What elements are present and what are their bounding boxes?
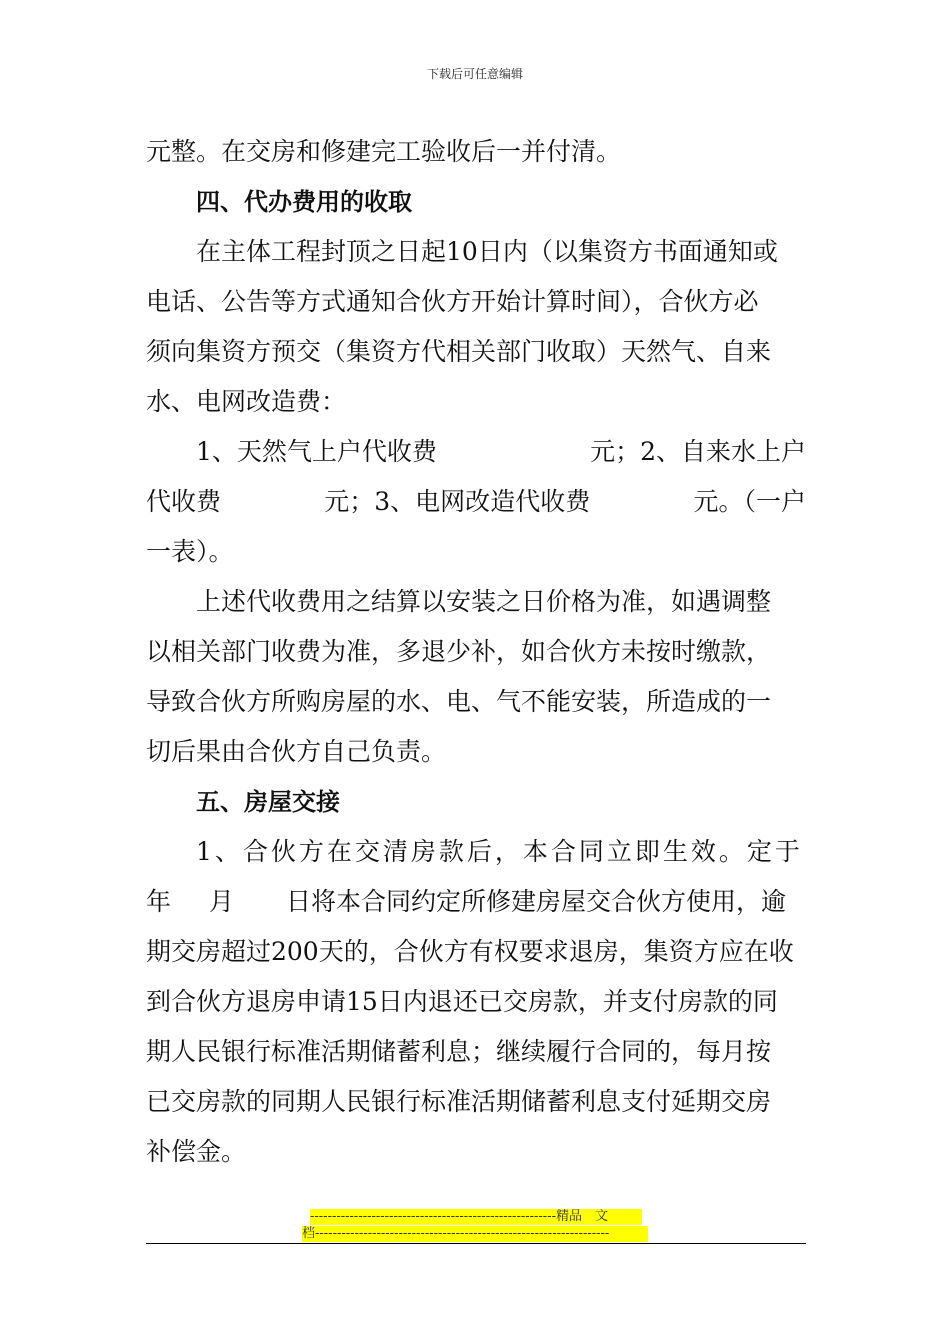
fee-label-collect: 代收费: [146, 487, 222, 516]
paragraph-line: [146, 284, 806, 320]
section-heading-5: 五、房屋交接: [196, 788, 340, 816]
fee-label-water: 元；2、自来水上户: [590, 437, 806, 466]
paragraph-line: [146, 334, 806, 370]
paragraph-line: [196, 234, 806, 270]
section-heading-4: 四、代办费用的收取: [196, 188, 412, 216]
paragraph-line: 切后果由合伙方自己负责。: [146, 737, 447, 766]
paragraph-line: [146, 1084, 806, 1120]
date-year-label: 年: [146, 887, 172, 916]
line-text: 到合伙方退房申请15日内退还已交房款，并支付房款的同: [146, 987, 778, 1016]
fee-line-1: [196, 434, 806, 470]
date-day-text: 日将本合同约定所修建房屋交合伙方使用，逾: [286, 887, 787, 916]
paragraph-line: 补偿金。: [146, 1137, 247, 1166]
paragraph-line: 元整。在交房和修建完工验收后一并付清。: [146, 137, 622, 166]
footer-rule: [146, 1243, 806, 1244]
paragraph-line: 水、电网改造费：: [146, 387, 347, 416]
header-note: 下载后可任意编辑: [426, 67, 523, 81]
line-text: 已交房款的同期人民银行标准活期储蓄利息支付延期交房: [146, 1087, 772, 1116]
paragraph-line: [196, 834, 806, 870]
line-text: 以相关部门收费为准，多退少补，如合伙方未按时缴款，: [146, 637, 772, 666]
paragraph-line: 一表）。: [146, 537, 234, 566]
fee-line-2: [146, 484, 806, 520]
line-text: 电话、公告等方式通知合伙方开始计算时间），合伙方必: [146, 287, 759, 316]
line-text: 1、合伙方在交清房款后，本合同立即生效。定于: [196, 837, 803, 866]
paragraph-line: [146, 634, 806, 670]
footer-watermark-line-1: --------------------------------------------------------精品 文: [310, 1209, 642, 1225]
line-text: 期交房超过200天的，合伙方有权要求退房，集资方应在收: [146, 937, 794, 966]
fee-label-unit: 元。（一户: [693, 487, 806, 516]
line-text: 期人民银行标准活期储蓄利息；继续履行合同的，每月按: [146, 1037, 772, 1066]
date-line: [146, 884, 806, 920]
paragraph-line: [146, 984, 806, 1020]
line-text: 导致合伙方所购房屋的水、电、气不能安装，所造成的一: [146, 687, 772, 716]
paragraph-line: [146, 1034, 806, 1070]
line-text: 上述代收费用之结算以安装之日价格为准，如遇调整: [196, 587, 772, 616]
date-month-label: 月: [209, 887, 235, 916]
paragraph-line: [196, 584, 806, 620]
fee-label-gas: 1、天然气上户代收费: [196, 437, 437, 466]
fee-label-grid: 元；3、电网改造代收费: [324, 487, 591, 516]
line-text: 在主体工程封顶之日起10日内（以集资方书面通知或: [196, 237, 778, 266]
footer-watermark-line-2: 档-------------------------------------------------------------------: [302, 1226, 648, 1242]
paragraph-line: [146, 934, 806, 970]
paragraph-line: [146, 684, 806, 720]
line-text: 须向集资方预交（集资方代相关部门收取）天然气、自来: [146, 337, 772, 366]
